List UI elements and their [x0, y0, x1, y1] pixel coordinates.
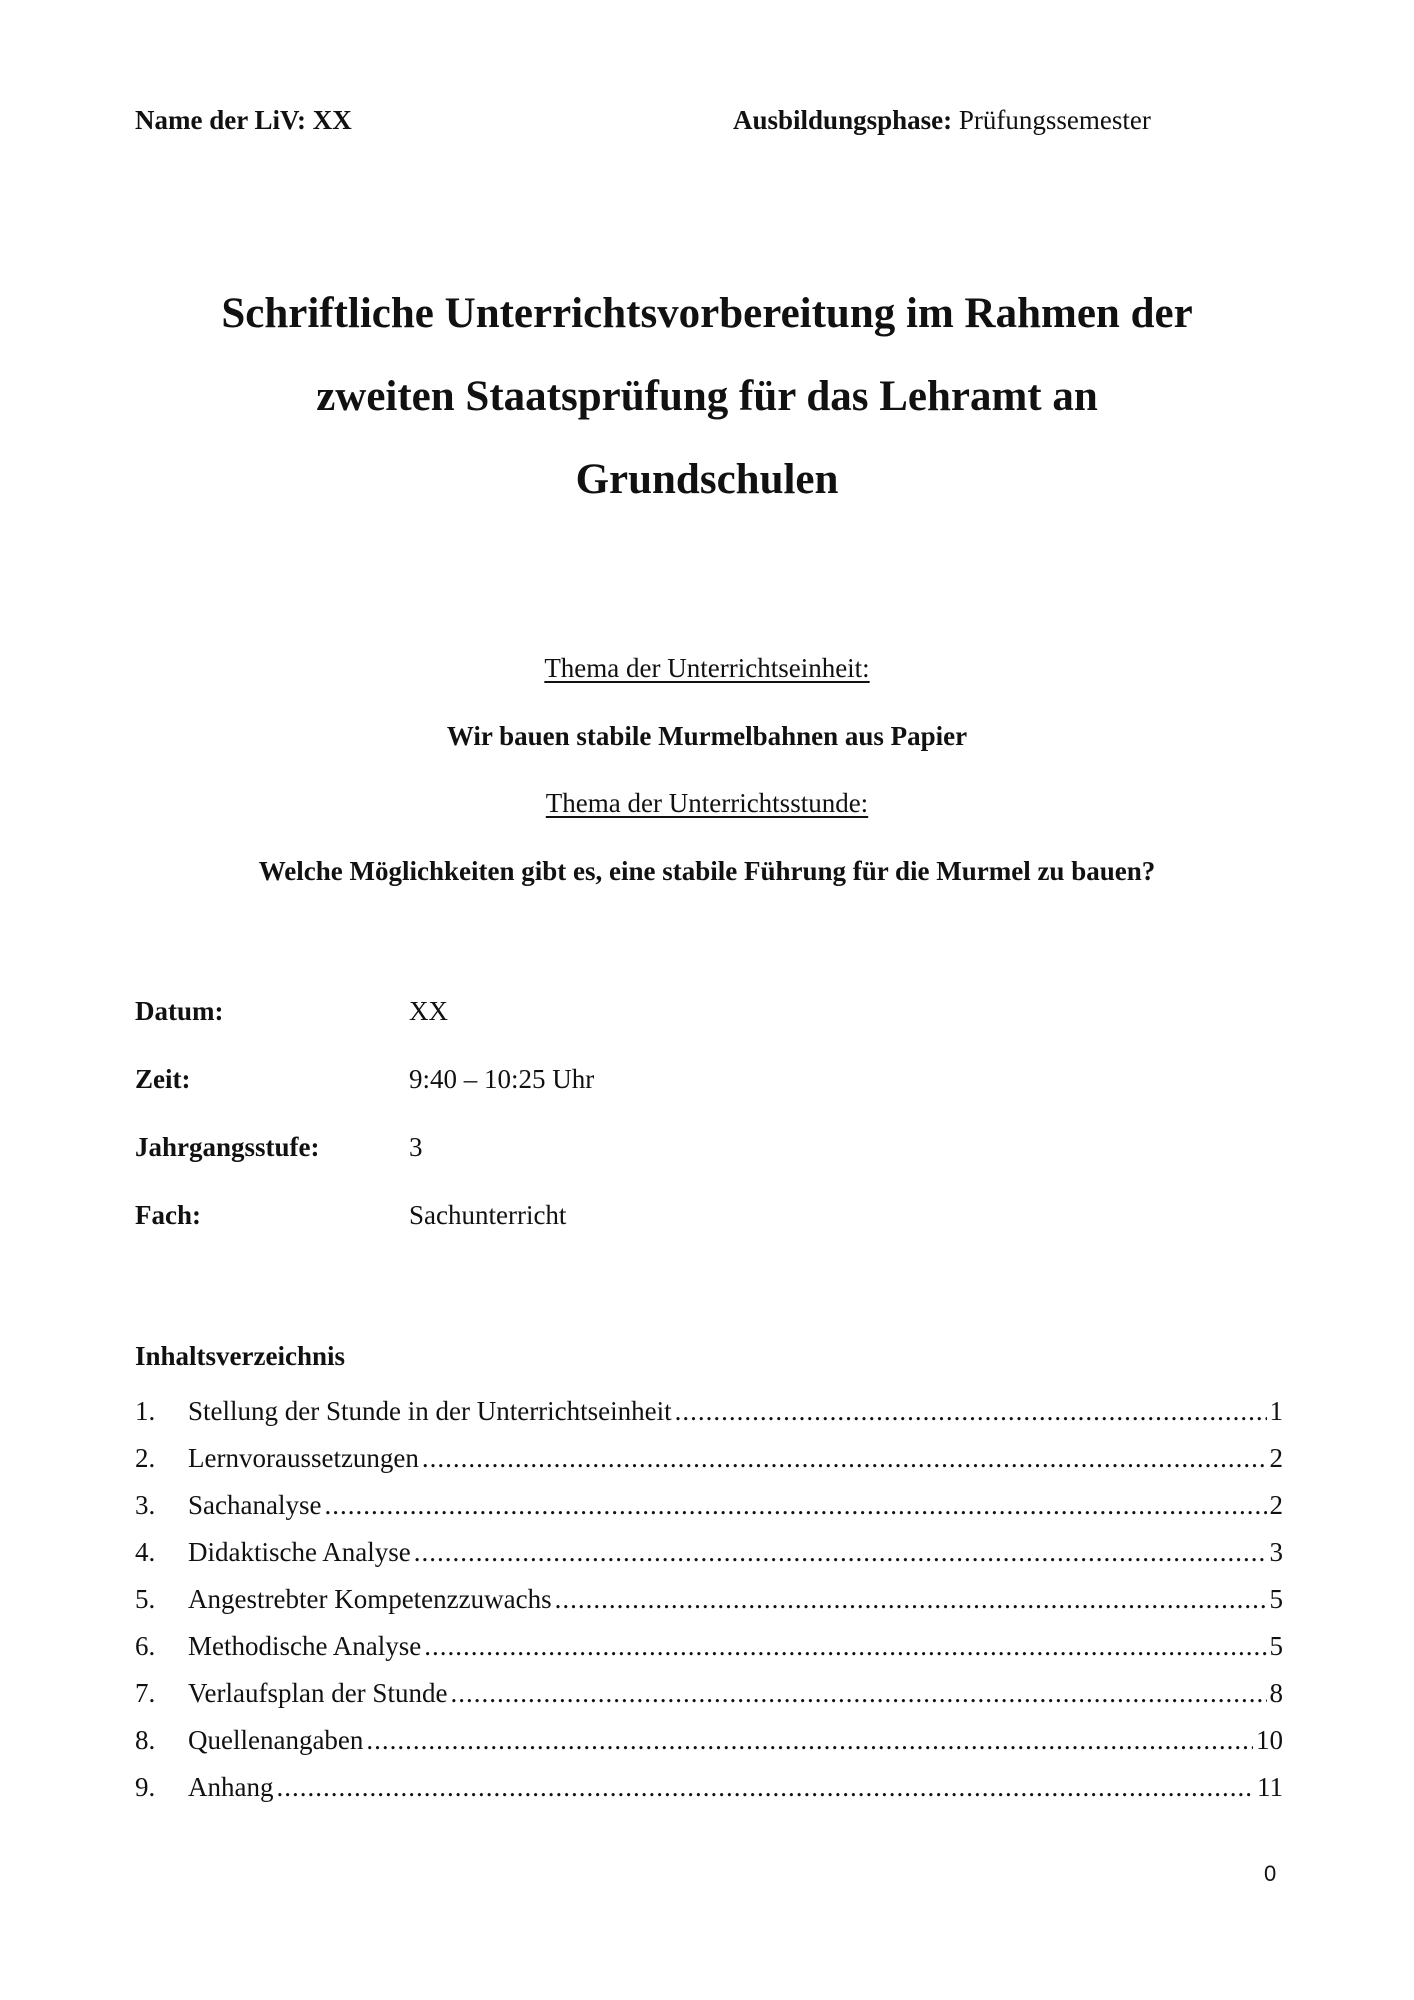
- title-line-1: Schriftliche Unterrichtsvorbereitung im Rahmen der: [221, 290, 1193, 337]
- toc-entry-page: 11: [1257, 1772, 1283, 1802]
- header-phase: [733, 102, 1151, 138]
- toc-entry[interactable]: [135, 1722, 1283, 1758]
- toc-entry[interactable]: [135, 1534, 1283, 1570]
- grade-value: 3: [409, 1132, 423, 1162]
- phase-value: Prüfungssemester: [958, 105, 1151, 135]
- toc-entry-number: 4.: [135, 1537, 156, 1567]
- toc-entry-page: 8: [1269, 1678, 1283, 1708]
- toc-entry-title: Sachanalyse: [188, 1490, 322, 1520]
- date-value: XX: [409, 996, 448, 1026]
- toc-entry[interactable]: [135, 1487, 1283, 1523]
- toc-dot-leader: [324, 1487, 1266, 1523]
- toc-dot-leader: [675, 1393, 1267, 1429]
- phase-label: Ausbildungsphase:: [733, 105, 953, 135]
- toc-dot-leader: [414, 1534, 1267, 1570]
- toc-entry-page: 10: [1256, 1725, 1283, 1755]
- toc-entry-page: 5: [1269, 1584, 1283, 1614]
- toc-entry-title: Angestrebter Kompetenzzuwachs: [188, 1584, 552, 1614]
- subject-label: Fach:: [135, 1200, 201, 1230]
- toc-entry-number: 6.: [135, 1631, 156, 1661]
- page-number: 0: [1264, 1861, 1277, 1886]
- toc-entry[interactable]: [135, 1440, 1283, 1476]
- toc-entry[interactable]: [135, 1628, 1283, 1664]
- toc-entry-title: Quellenangaben: [188, 1725, 364, 1755]
- lesson-topic-label: Thema der Unterrichtsstunde:: [545, 788, 869, 818]
- toc-entry[interactable]: [135, 1769, 1283, 1805]
- unit-topic-value: Wir bauen stabile Murmelbahnen aus Papier: [446, 721, 968, 751]
- toc-entry-title: Verlaufsplan der Stunde: [188, 1678, 448, 1708]
- title-line-3: Grundschulen: [575, 456, 839, 503]
- title-line-2: zweiten Staatsprüfung für das Lehramt an: [316, 373, 1098, 420]
- toc-entry-number: 2.: [135, 1443, 156, 1473]
- toc-entry-title: Didaktische Analyse: [188, 1537, 411, 1567]
- toc-entry-page: 3: [1269, 1537, 1283, 1567]
- toc-entry[interactable]: [135, 1675, 1283, 1711]
- toc-dot-leader: [366, 1722, 1253, 1758]
- toc-dot-leader: [555, 1581, 1267, 1617]
- time-label: Zeit:: [135, 1064, 191, 1094]
- unit-topic-label: Thema der Unterrichtseinheit:: [544, 653, 870, 683]
- name-label: Name der LiV:: [135, 105, 306, 135]
- toc-entry-page: 1: [1269, 1396, 1283, 1426]
- header-name: [135, 102, 352, 138]
- toc-entry-title: Stellung der Stunde in der Unterrichtseinheit: [188, 1396, 672, 1426]
- lesson-topic-value: Welche Möglichkeiten gibt es, eine stabile Führung für die Murmel zu bauen?: [258, 856, 1156, 886]
- toc-entry-title: Anhang: [188, 1772, 274, 1802]
- toc-entry-title: Lernvoraussetzungen: [188, 1443, 419, 1473]
- toc-entry-number: 1.: [135, 1396, 156, 1426]
- name-value: XX: [312, 105, 352, 135]
- time-value: 9:40 – 10:25 Uhr: [409, 1064, 595, 1094]
- toc-dot-leader: [276, 1769, 1254, 1805]
- date-label: Datum:: [135, 996, 224, 1026]
- toc-entry-page: 2: [1269, 1490, 1283, 1520]
- toc-dot-leader: [422, 1440, 1267, 1476]
- toc-entry-number: 3.: [135, 1490, 156, 1520]
- toc-entry[interactable]: [135, 1581, 1283, 1617]
- toc-entry-number: 7.: [135, 1678, 156, 1708]
- toc-entry-number: 9.: [135, 1772, 156, 1802]
- toc-entry-title: Methodische Analyse: [188, 1631, 422, 1661]
- subject-value: Sachunterricht: [409, 1200, 567, 1230]
- toc-entry-page: 5: [1269, 1631, 1283, 1661]
- toc-entry-number: 8.: [135, 1725, 156, 1755]
- toc-entry-number: 5.: [135, 1584, 156, 1614]
- toc-entry-page: 2: [1269, 1443, 1283, 1473]
- grade-label: Jahrgangsstufe:: [135, 1132, 320, 1162]
- toc-dot-leader: [450, 1675, 1266, 1711]
- toc-dot-leader: [424, 1628, 1266, 1664]
- document-title: [0, 272, 1414, 521]
- toc-heading: Inhaltsverzeichnis: [135, 1341, 346, 1371]
- toc-entry[interactable]: [135, 1393, 1283, 1429]
